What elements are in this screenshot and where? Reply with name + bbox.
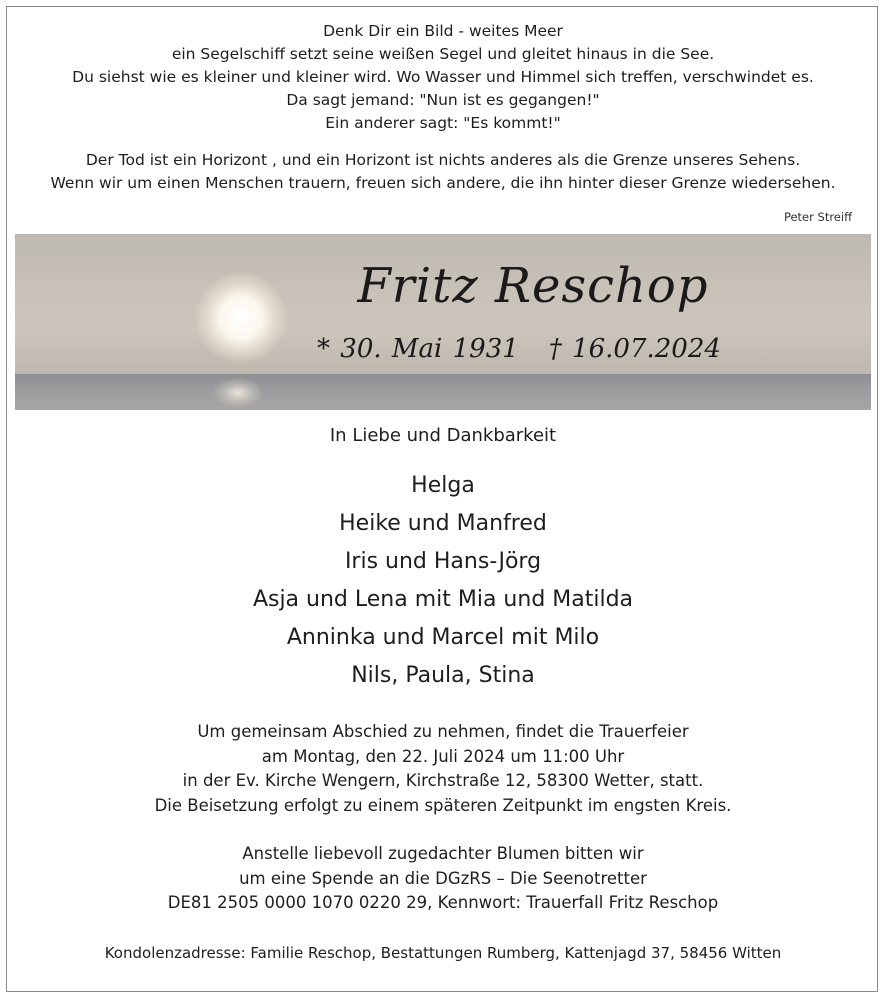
donation-info (0, 842, 886, 916)
life-dates (15, 334, 871, 364)
poem-line: ein Segelschiff setzt seine weißen Segel und gleitet hinaus in die See. (171, 45, 715, 63)
dedication: In Liebe und Dankbarkeit (329, 425, 557, 446)
mourner: Asja und Lena mit Mia und Matilda (252, 587, 634, 612)
sea-image (15, 374, 871, 410)
mourner: Anninka und Marcel mit Milo (286, 625, 600, 650)
service-line: Um gemeinsam Abschied zu nehmen, findet die Trauerfeier (197, 722, 689, 741)
donation-line: DE81 2505 0000 1070 0220 29, Kennwort: Trauerfall Fritz Reschop (167, 893, 719, 912)
deceased-name: Fritz Reschop (357, 258, 709, 314)
mourner: Heike und Manfred (339, 511, 547, 536)
poem-line: Ein anderer sagt: "Es kommt!" (325, 114, 561, 132)
poem-line: Denk Dir ein Bild - weites Meer (323, 22, 563, 40)
donation-line: um eine Spende an die DGzRS – Die Seenotretter (239, 868, 647, 888)
poem-line: Wenn wir um einen Menschen trauern, freuen sich andere, die ihn hinter dieser Grenze wiedersehen. (50, 174, 836, 192)
mourners-list (0, 467, 886, 695)
donation-line: Anstelle liebevoll zugedachter Blumen bitten wir (242, 844, 644, 863)
death-date: † 16.07.2024 (548, 334, 721, 364)
poem-line: Der Tod ist ein Horizont , und ein Horizont ist nichts anderes als die Grenze unseres Sehens. (85, 151, 801, 169)
poem-line: Da sagt jemand: "Nun ist es gegangen!" (286, 91, 600, 109)
service-line: am Montag, den 22. Juli 2024 um 11:00 Uhr (261, 746, 625, 766)
mourner: Helga (411, 473, 475, 498)
poem-line: Du siehst wie es kleiner und kleiner wird. Wo Wasser und Himmel sich treffen, verschwindet es. (72, 68, 814, 86)
service-line: Die Beisetzung erfolgt zu einem späteren Zeitpunkt im engsten Kreis. (154, 795, 732, 815)
sun-reflection-image (213, 378, 263, 408)
poem (0, 20, 886, 195)
sunset-banner (15, 234, 871, 410)
poem-author: Peter Streiff (783, 210, 852, 224)
condolence-address: Kondolenzadresse: Familie Reschop, Bestattungen Rumberg, Kattenjagd 37, 58456 Witten (104, 944, 782, 962)
service-line: in der Ev. Kirche Wengern, Kirchstraße 12, 58300 Wetter, statt. (182, 771, 704, 790)
mourner: Nils, Paula, Stina (351, 663, 535, 688)
service-info (0, 720, 886, 818)
birth-date: * 30. Mai 1931 (317, 334, 519, 364)
mourner: Iris und Hans-Jörg (344, 549, 542, 574)
stanza-gap (0, 135, 886, 149)
